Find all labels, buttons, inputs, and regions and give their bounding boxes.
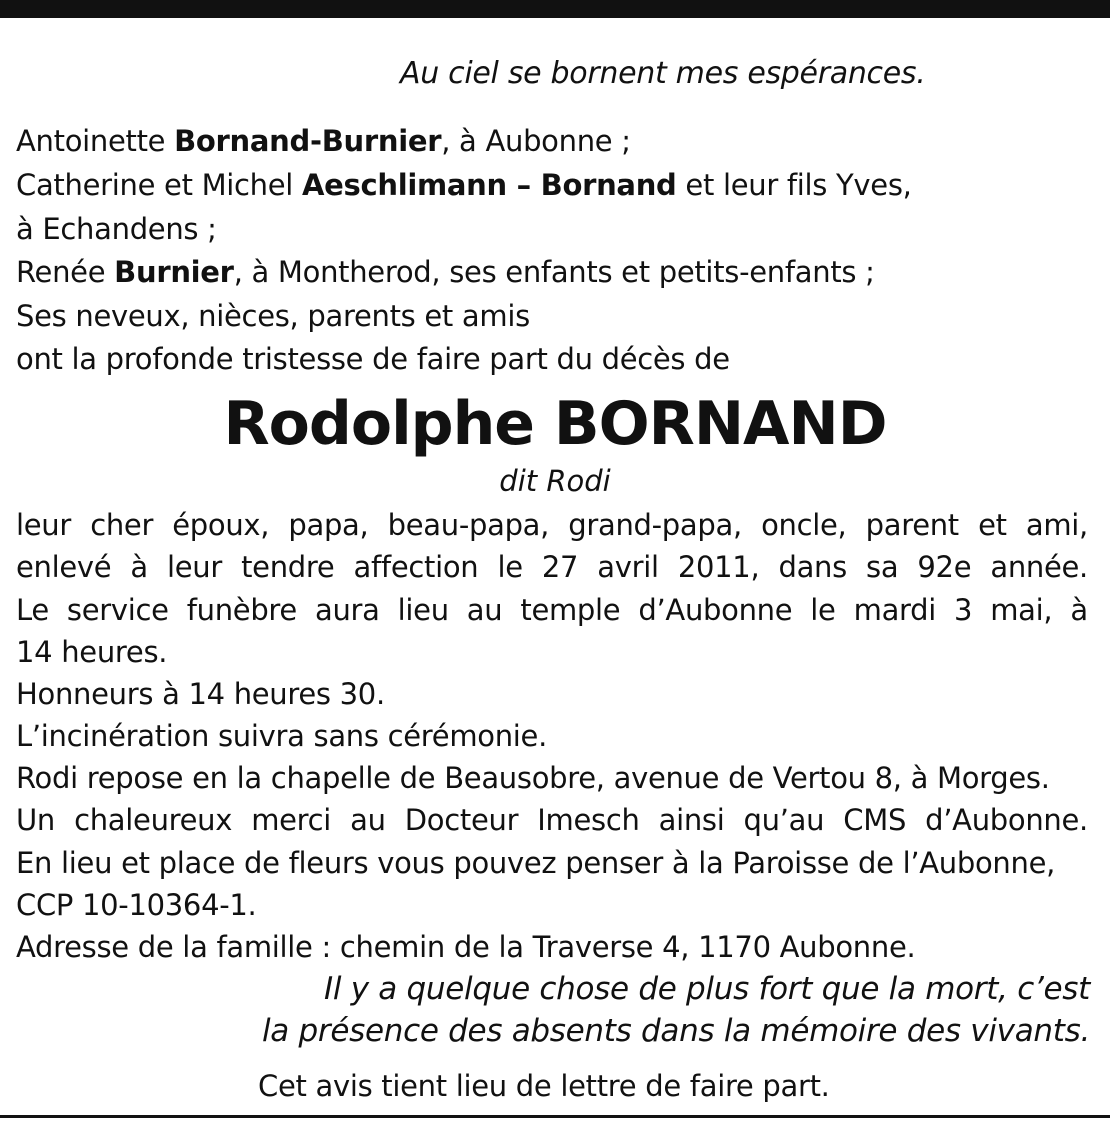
word: d’Aubonne (638, 593, 793, 627)
epigraph: Au ciel se bornent mes espérances. (400, 56, 926, 91)
family-line-1 (16, 123, 631, 159)
word: service (66, 593, 169, 627)
body-line-8 (16, 802, 1088, 838)
body-line-11: Adresse de la famille : chemin de la Traverse 4, 1170 Aubonne. (16, 930, 916, 964)
word: le (497, 550, 523, 584)
word: papa, (288, 508, 369, 542)
top-border-rule (0, 0, 1110, 18)
word: Le (16, 593, 49, 627)
body-line-4: 14 heures. (16, 635, 168, 669)
family-line-4-text: Renée (16, 255, 115, 289)
body-line-9: En lieu et place de fleurs vous pouvez penser à la Paroisse de l’Aubonne, (16, 846, 1056, 880)
family-line-6: ont la profonde tristesse de faire part du décès de (16, 342, 730, 376)
word: funèbre (186, 593, 297, 627)
word: parent (865, 508, 959, 542)
word: aura (314, 593, 380, 627)
body-line-7: Rodi repose en la chapelle de Beausobre, avenue de Vertou 8, à Morges. (16, 761, 1050, 795)
body-line-6: L’incinération suivra sans cérémonie. (16, 719, 548, 753)
word: beau-papa, (387, 508, 550, 542)
word: dans (778, 550, 847, 584)
word: cher (90, 508, 154, 542)
word: Imesch (537, 803, 640, 837)
deceased-nickname: dit Rodi (499, 464, 611, 498)
family-line-2 (16, 167, 912, 203)
word: ainsi (658, 803, 725, 837)
word: grand-papa, (568, 508, 742, 542)
body-line-2 (16, 549, 1088, 585)
family-line-4-rest: , à Montherod, ses enfants et petits-enfants ; (233, 255, 875, 289)
closing-note: Cet avis tient lieu de lettre de faire part. (258, 1069, 830, 1103)
word: année. (990, 550, 1088, 584)
word: ami, (1025, 508, 1088, 542)
quote-line-2: la présence des absents dans la mémoire des vivants. (261, 1013, 1090, 1049)
family-line-3: à Echandens ; (16, 212, 217, 246)
family-name-aeschlimann-bornand: Aeschlimann – Bornand (301, 168, 677, 202)
word: à (1070, 593, 1088, 627)
word: leur (16, 508, 72, 542)
word: tendre (241, 550, 335, 584)
body-line-5: Honneurs à 14 heures 30. (16, 677, 385, 711)
word: au (350, 803, 386, 837)
family-line-1-text: Antoinette (16, 124, 175, 158)
word: temple (520, 593, 621, 627)
word: mardi (853, 593, 937, 627)
word: époux, (172, 508, 270, 542)
quote-line-1: Il y a quelque chose de plus fort que la mort, c’est (323, 971, 1090, 1007)
word: oncle, (761, 508, 847, 542)
word: d’Aubonne. (925, 803, 1088, 837)
body-line-1 (16, 507, 1088, 543)
family-line-1-place: , à Aubonne ; (441, 124, 631, 158)
word: mai, (990, 593, 1053, 627)
family-line-2-text: Catherine et Michel (16, 168, 302, 202)
word: sa (866, 550, 899, 584)
family-line-5: Ses neveux, nièces, parents et amis (16, 299, 530, 333)
word: qu’au (743, 803, 825, 837)
word: merci (251, 803, 332, 837)
family-line-2-rest: et leur fils Yves, (676, 168, 912, 202)
word: et (978, 508, 1007, 542)
word: affection (353, 550, 479, 584)
body-line-10: CCP 10-10364-1. (16, 888, 257, 922)
word: Un (16, 803, 56, 837)
word: chaleureux (74, 803, 233, 837)
family-name-burnier: Burnier (114, 255, 234, 289)
word: Docteur (404, 803, 519, 837)
word: CMS (843, 803, 907, 837)
word: avril (597, 550, 659, 584)
word: à (130, 550, 148, 584)
body-line-3 (16, 592, 1088, 628)
word: 27 (541, 550, 579, 584)
bottom-border-rule (0, 1115, 1110, 1118)
word: lieu (397, 593, 449, 627)
word: enlevé (16, 550, 112, 584)
deceased-name: Rodolphe BORNAND (223, 389, 887, 459)
word: au (466, 593, 503, 627)
word: 3 (954, 593, 973, 627)
word: 2011, (677, 550, 760, 584)
word: leur (167, 550, 223, 584)
word: le (810, 593, 836, 627)
word: 92e (917, 550, 972, 584)
family-name-bornand-burnier: Bornand-Burnier (174, 124, 442, 158)
family-line-4 (16, 254, 875, 290)
